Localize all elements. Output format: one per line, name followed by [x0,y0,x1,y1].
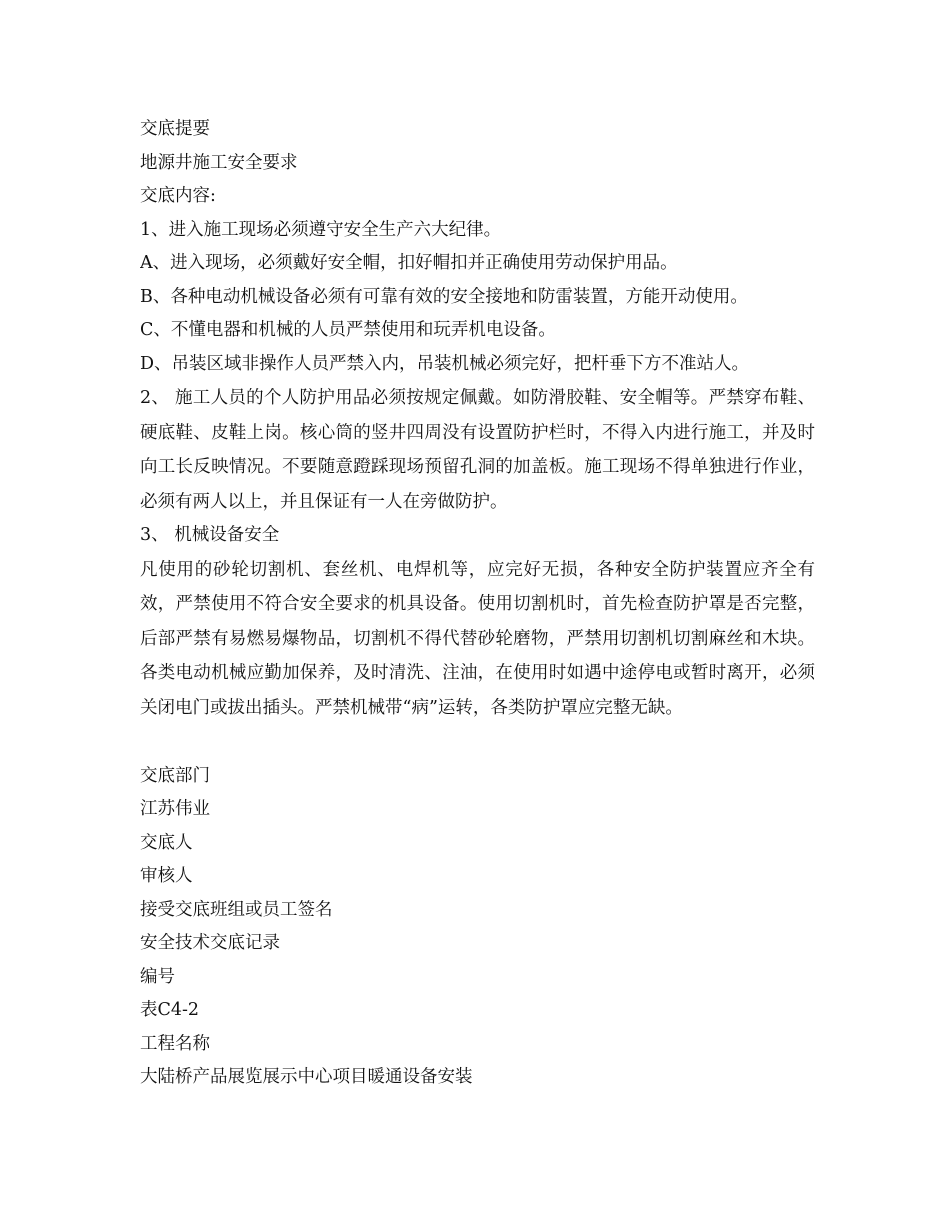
summary-value: 地源井施工安全要求 [140,152,298,173]
item-1: 1、进入施工现场必须遵守安全生产六大纪律。 [140,219,502,240]
project-label: 工程名称 [140,1033,210,1054]
record-title: 安全技术交底记录 [140,933,280,953]
project-value: 大陆桥产品展览展示中心项目暖通设备安装 [140,1067,473,1087]
presenter-label: 交底人 [140,832,193,853]
item-b: B、各种电动机械设备必须有可靠有效的安全接地和防雷装置，方能开动使用。 [140,286,748,307]
signature-label: 接受交底班组或员工签名 [140,899,333,920]
item-3-title: 3、 机械设备安全 [140,525,280,545]
item-c: C、不懂电器和机械的人员严禁使用和玩弄机电设备。 [140,320,556,340]
item-d: D、吊装区域非操作人员严禁入内，吊装机械必须完好，把杆垂下方不准站人。 [140,353,750,374]
dept-value: 江苏伟业 [140,799,210,819]
number-label: 编号 [140,966,175,987]
reviewer-label: 审核人 [140,866,193,886]
content-label: 交底内容: [140,186,216,206]
item-a: A、进入现场，必须戴好安全帽，扣好帽扣并正确使用劳动保护用品。 [140,253,678,273]
item-3-paragraph: 凡使用的砂轮切割机、套丝机、电焊机等，应完好无损，各种安全防护装置应齐全有效，严禁使用不符合安全要求的机具设备。使用切割机时，首先检查防护罩是否完整，后部严禁有易燃易爆物品，切割机不得代替砂轮磨物，严禁用切割机切割麻丝和木块。各类电动机械应勤加保养，及时清洗、注油，在使用时如遇中途停电或暂时离开，必须关闭电门或拔出插头。严禁机械带“病”运转，各类防护罩应完整无缺。 [140,559,815,718]
item-2-paragraph: 2、 施工人员的个人防护用品必须按规定佩戴。如防滑胶鞋、安全帽等。严禁穿布鞋、硬底鞋、皮鞋上岗。核心筒的竖井四周没有设置防护栏时，不得入内进行施工，并及时向工长反映情况。不要随意蹬踩现场预留孔洞的加盖板。施工现场不得单独进行作业，必须有两人以上，并且保证有一人在旁做防护。 [140,388,815,512]
document-page [140,113,815,1095]
form-code: 表C4-2 [140,1000,200,1020]
summary-label: 交底提要 [140,119,210,139]
dept-label: 交底部门 [140,765,210,786]
